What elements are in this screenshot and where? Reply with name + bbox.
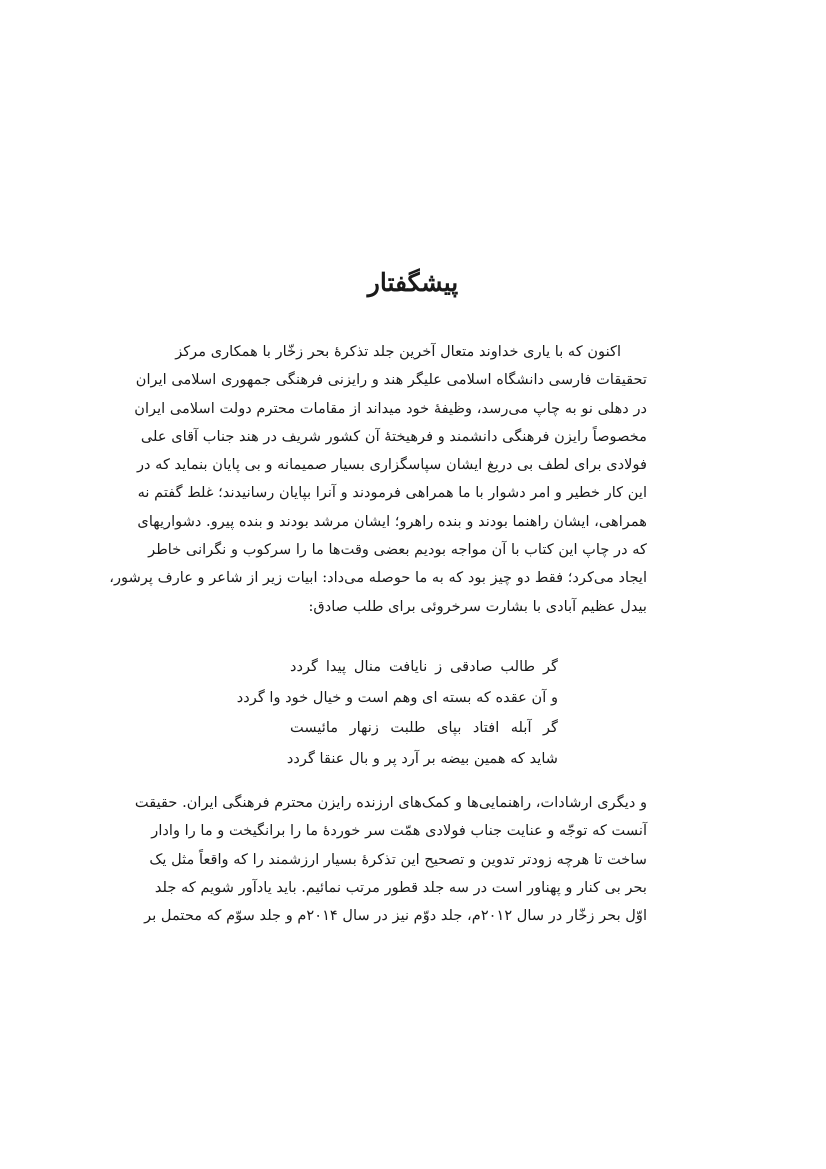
paragraph-intro (109, 338, 647, 621)
poem-verse: گر طالب صادقی ز نایافت منال پیدا گردد (290, 658, 558, 675)
poem-block (236, 652, 558, 774)
poem-verse: گر آبله افتاد بپای طلبت زنهار مائیست (290, 719, 558, 736)
text-line: و دیگری ارشادات، راهنمایی‌ها و کمک‌های ارزنده رایزن محترم فرهنگی ایران. حقیقت (134, 794, 647, 811)
text-line: بیدل عظیم آبادی با بشارت سرخروئی برای طلب صادق: (308, 597, 647, 615)
text-line: در دهلی نو به چاپ می‌رسد، وظیفهٔ خود میداند از مقامات محترم دولت اسلامی ایران (134, 399, 647, 417)
text-line: ایجاد می‌کرد؛ فقط دو چیز بود که به ما حوصله می‌داد: ابیات زیر از شاعر و عارف پرشور، (109, 569, 647, 587)
text-line: اوّل بحر زخّار در سال ۲۰۱۲م، جلد دوّم نیز در سال ۲۰۱۴م و جلد سوّم که محتمل بر (144, 907, 647, 925)
text-line: این کار خطیر و امر دشوار با ما همراهی فرمودند و آنرا بپایان رسانیدند؛ غلط گفتم نه (137, 484, 647, 502)
text-line: آنست که توجّه و عنایت جناب فولادی همّت سر خوردهٔ ما را برانگیخت و ما را وادار (151, 822, 647, 840)
text-line: همراهی، ایشان راهنما بودند و بنده راهرو؛ ایشان مرشد بودند و بنده پیرو. دشواریهای (137, 512, 647, 530)
text-line: فولادی برای لطف بی دریغ ایشان سپاسگزاری بسیار صمیمانه و بی پایان بنماید که در (136, 456, 647, 474)
paragraph-continuation (134, 789, 647, 930)
poem-verse: شاید که همین بیضه بر آرد پر و بال عنقا گردد (286, 749, 558, 767)
text-line: که در چاپ این کتاب با آن مواجه بودیم بعضی وقت‌ها ما را سرکوب و نگرانی خاطر (148, 541, 647, 559)
text-line: ساخت تا هرچه زودتر تدوین و تصحیح این تذکرهٔ بسیار ارزشمند را که واقعاً مثل یک (149, 850, 647, 868)
page-title: پیشگفتار (367, 268, 459, 297)
text-line: مخصوصاً رایزن فرهنگی دانشمند و فرهیختهٔ آن کشور شریف در هند جناب آقای علی (140, 427, 647, 445)
poem-verse: و آن عقده که بسته ای وهم است و خیال خود وا گردد (236, 688, 558, 706)
text-line: تحقیقات فارسی دانشگاه اسلامی علیگر هند و رایزنی فرهنگی جمهوری اسلامی ایران (135, 371, 647, 389)
text-line: اکنون که با یاری خداوند متعال آخرین جلد تذکرهٔ بحر زخّار با همکاری مرکز (175, 343, 621, 360)
text-line: بحر بی کنار و پهناور است در سه جلد قطور مرتب نمائیم. باید یادآور شویم که جلد (154, 878, 647, 896)
